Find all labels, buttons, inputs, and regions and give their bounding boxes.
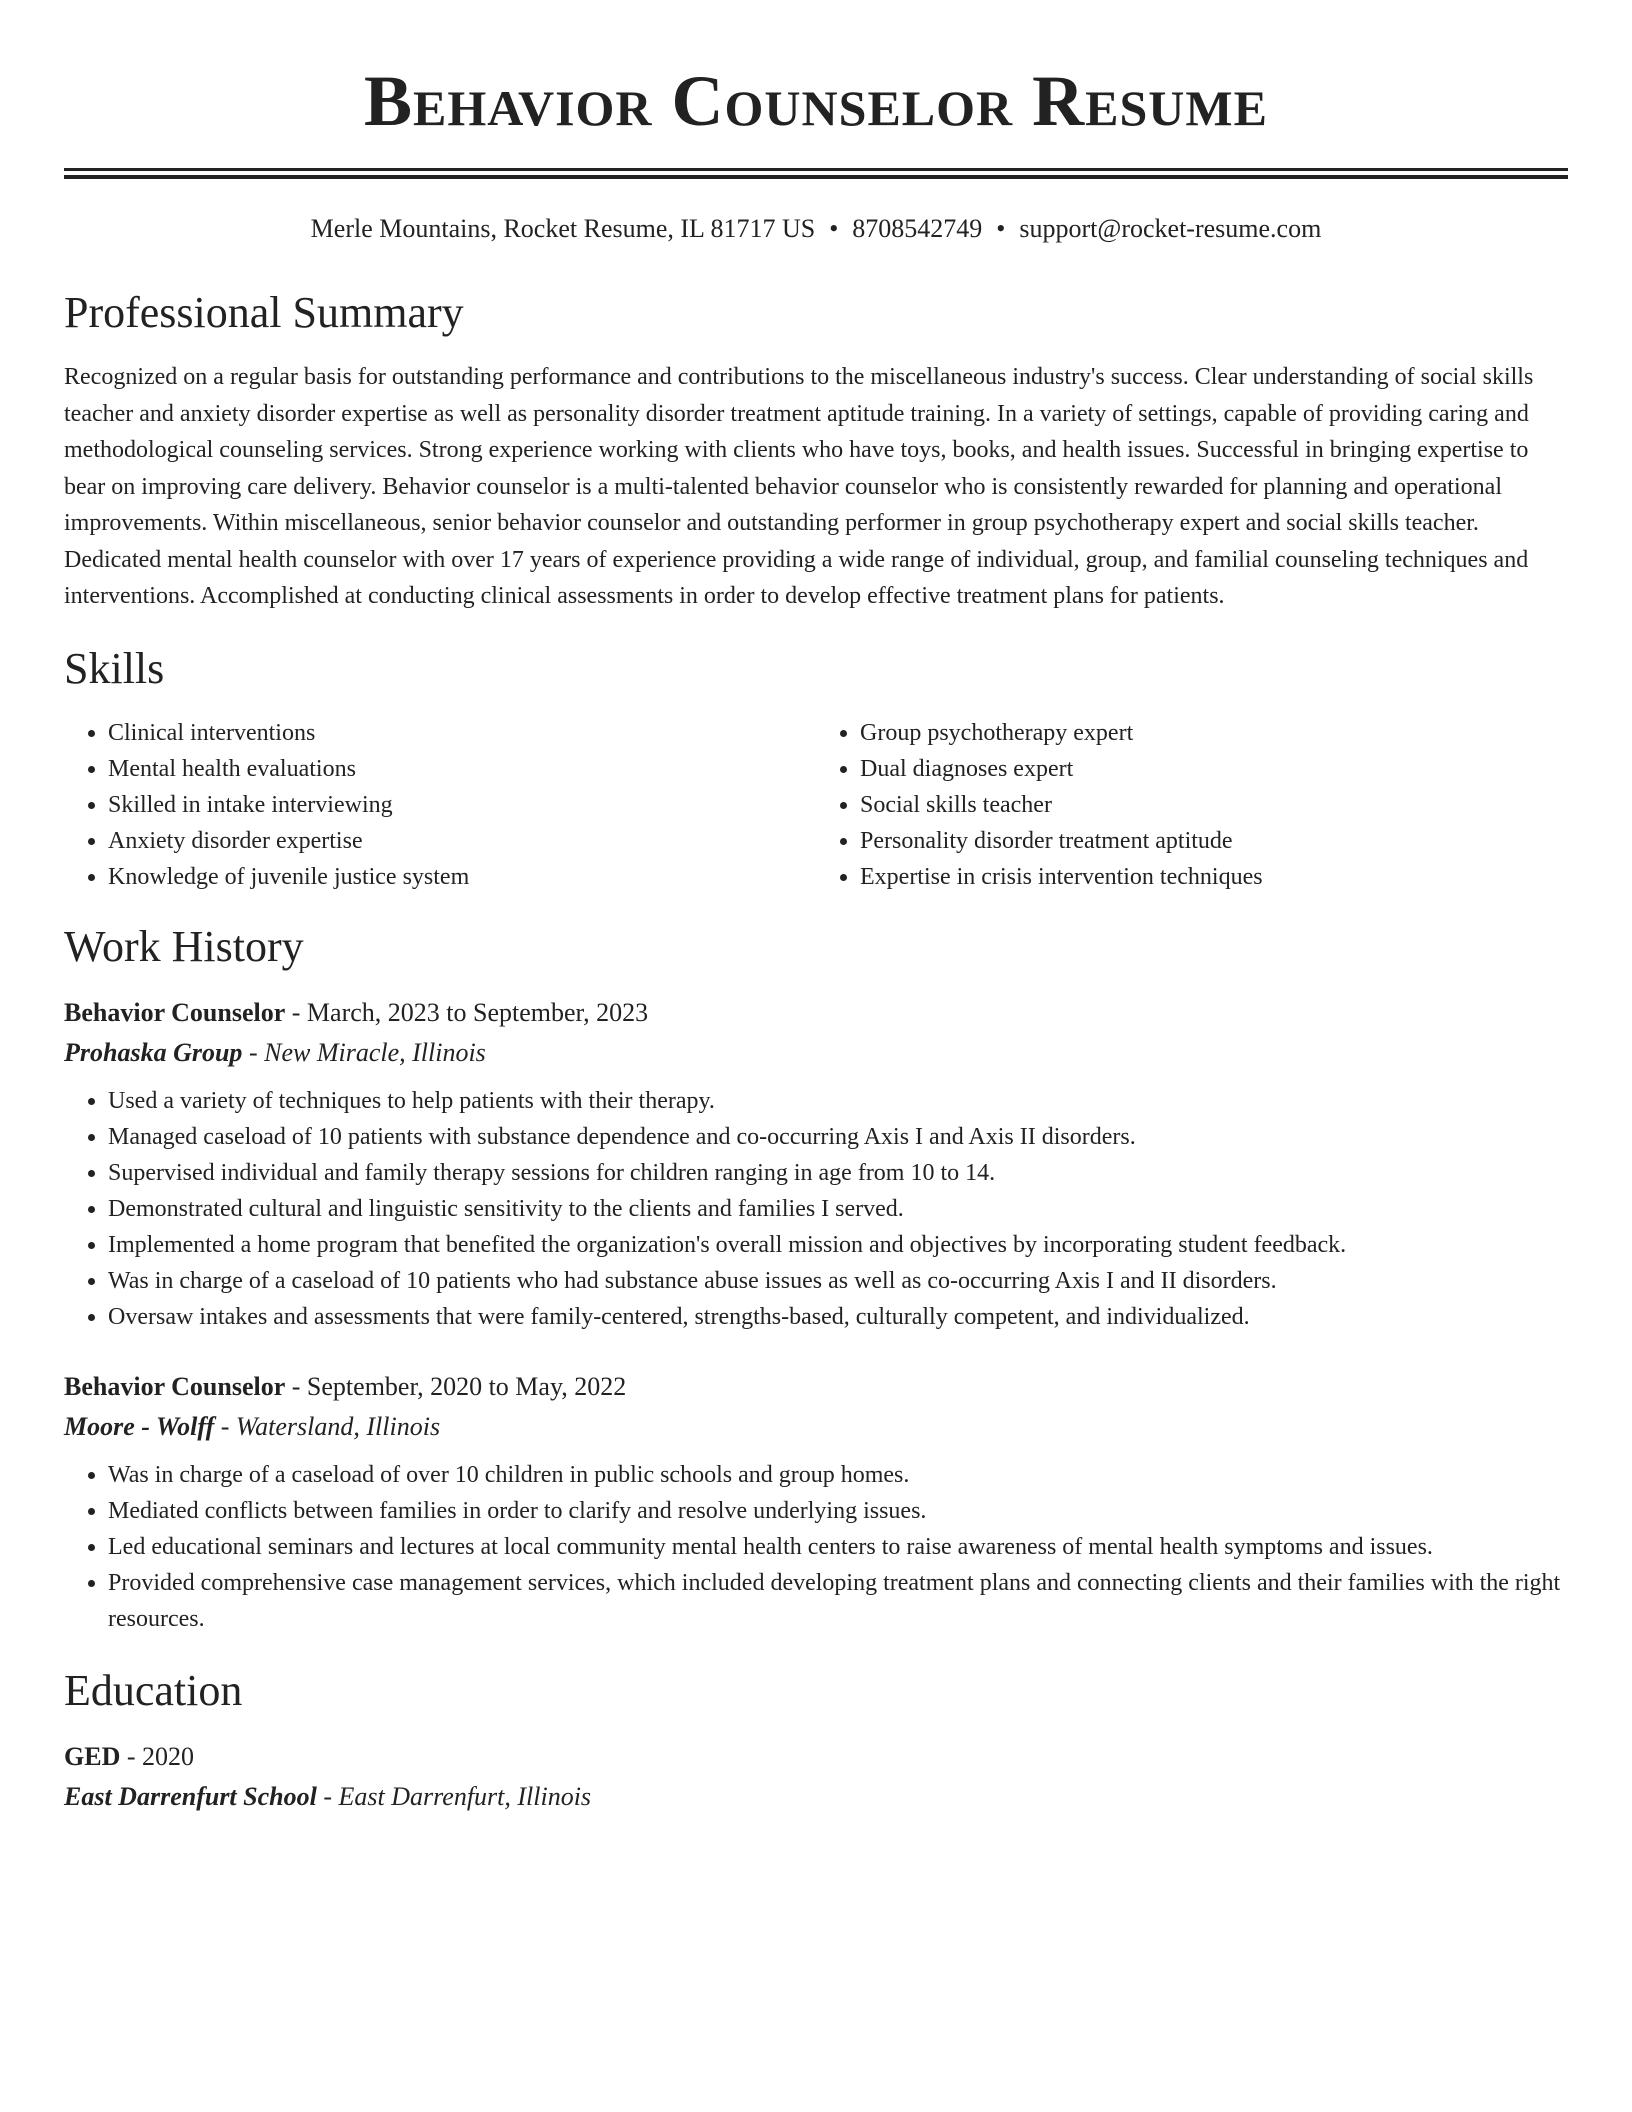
- job-company: Prohaska Group: [64, 1037, 243, 1067]
- job-bullet: • Supervised individual and family therapy sessions for children ranging in age from 10 to 14.: [108, 1155, 1568, 1191]
- job-dates: - March, 2023 to September, 2023: [285, 997, 649, 1027]
- job-bullet: • Led educational seminars and lectures at local community mental health centers to raise awareness of mental health symptoms and issues.: [108, 1529, 1568, 1565]
- skill-item: • Clinical interventions: [108, 715, 816, 751]
- title-divider: [64, 168, 1568, 179]
- job-bullets: [64, 1457, 1568, 1637]
- skills-list: [64, 715, 1568, 895]
- education-degree: GED: [64, 1741, 121, 1771]
- skills-heading: Skills: [64, 643, 165, 693]
- skill-item: • Expertise in crisis intervention techniques: [860, 859, 1568, 895]
- education-school: East Darrenfurt School: [64, 1781, 317, 1811]
- job-bullet: • Used a variety of techniques to help patients with their therapy.: [108, 1083, 1568, 1119]
- education-entry: [64, 1737, 1568, 1817]
- job-entry: [64, 1367, 1568, 1637]
- education-degree-line: [64, 1737, 1568, 1777]
- job-company: Moore - Wolff: [64, 1411, 215, 1441]
- job-bullets: [64, 1083, 1568, 1335]
- contact-email: support@rocket-resume.com: [1019, 214, 1322, 243]
- skill-item: • Social skills teacher: [860, 787, 1568, 823]
- skill-item: • Knowledge of juvenile justice system: [108, 859, 816, 895]
- contact-separator: •: [829, 214, 839, 243]
- job-bullet: • Oversaw intakes and assessments that were family-centered, strengths-based, culturally competent, and individualized.: [108, 1299, 1568, 1335]
- education-school-line: [64, 1777, 1568, 1817]
- contact-line: [64, 211, 1568, 247]
- job-title-line: [64, 993, 1568, 1033]
- job-title-line: [64, 1367, 1568, 1407]
- skills-column-left: [64, 715, 816, 895]
- job-bullet: • Was in charge of a caseload of over 10 children in public schools and group homes.: [108, 1457, 1568, 1493]
- resume-title: Behavior Counselor Resume: [364, 61, 1268, 141]
- job-title: Behavior Counselor: [64, 997, 286, 1027]
- skill-item: • Dual diagnoses expert: [860, 751, 1568, 787]
- job-bullet: • Mediated conflicts between families in order to clarify and resolve underlying issues.: [108, 1493, 1568, 1529]
- skill-item: • Group psychotherapy expert: [860, 715, 1568, 751]
- skill-item: • Personality disorder treatment aptitude: [860, 823, 1568, 859]
- job-bullet: • Demonstrated cultural and linguistic sensitivity to the clients and families I served.: [108, 1191, 1568, 1227]
- job-bullet: • Was in charge of a caseload of 10 patients who had substance abuse issues as well as co-occurring Axis I and II disorders.: [108, 1263, 1568, 1299]
- education-location: - East Darrenfurt, Illinois: [316, 1781, 592, 1811]
- skill-item: • Skilled in intake interviewing: [108, 787, 816, 823]
- job-bullet: • Implemented a home program that benefited the organization's overall mission and objectives by incorporating student feedback.: [108, 1227, 1568, 1263]
- skill-item: • Mental health evaluations: [108, 751, 816, 787]
- job-location: - Watersland, Illinois: [214, 1411, 441, 1441]
- job-bullet: • Provided comprehensive case management services, which included developing treatment plans and connecting clients and their families with the right resources.: [108, 1565, 1568, 1637]
- job-title: Behavior Counselor: [64, 1371, 286, 1401]
- job-location: - New Miracle, Illinois: [242, 1037, 486, 1067]
- job-company-line: [64, 1407, 1568, 1447]
- job-entry: [64, 993, 1568, 1335]
- skill-item: • Anxiety disorder expertise: [108, 823, 816, 859]
- job-dates: - September, 2020 to May, 2022: [285, 1371, 627, 1401]
- skills-column-right: [816, 715, 1568, 895]
- contact-address: Merle Mountains, Rocket Resume, IL 81717 US: [310, 214, 816, 243]
- job-company-line: [64, 1033, 1568, 1073]
- summary-text: Recognized on a regular basis for outstanding performance and contributions to the miscellaneous industry's success. Clear understanding of social skills teacher and anxiety disorder expertise as well as personality disorder treatment aptitude training. In a variety of settings, capable of providing caring and methodological counseling services. Strong experience working with clients who have toys, books, and health issues. Successful in bringing expertise to bear on improving care delivery. Behavior counselor is a multi-talented behavior counselor who is consistently rewarded for planning and operational improvements. Within miscellaneous, senior behavior counselor and outstanding performer in group psychotherapy expert and social skills teacher. Dedicated mental health counselor with over 17 years of experience providing a wide range of individual, group, and familial counseling techniques and interventions. Accomplished at conducting clinical assessments in order to develop effective treatment plans for patients.: [64, 364, 1534, 609]
- education-heading: Education: [64, 1665, 243, 1715]
- summary-heading: Professional Summary: [64, 288, 464, 337]
- job-bullet: • Managed caseload of 10 patients with substance dependence and co-occurring Axis I and Axis II disorders.: [108, 1119, 1568, 1155]
- contact-separator: •: [996, 214, 1006, 243]
- contact-phone: 8708542749: [852, 214, 983, 243]
- education-year: - 2020: [120, 1741, 195, 1771]
- work-history-heading: Work History: [64, 921, 304, 971]
